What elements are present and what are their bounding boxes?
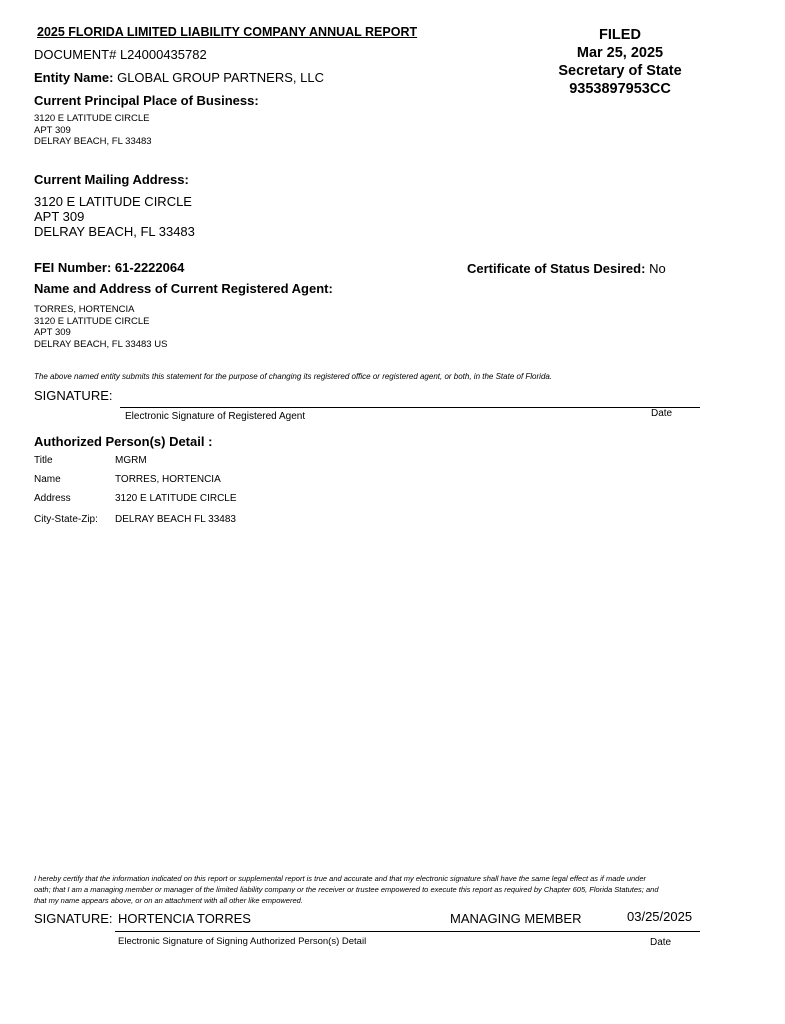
agent-line: DELRAY BEACH, FL 33483 US — [34, 338, 168, 350]
mailing-address-line: 3120 E LATITUDE CIRCLE — [34, 194, 192, 209]
report-title: 2025 FLORIDA LIMITED LIABILITY COMPANY ANNUAL REPORT — [37, 25, 418, 39]
agent-line: APT 309 — [34, 327, 71, 338]
signer-role: MANAGING MEMBER — [450, 911, 582, 926]
agent-signature-caption: Electronic Signature of Registered Agent — [125, 411, 306, 422]
registered-agent-heading: Name and Address of Current Registered Agent: — [34, 281, 333, 296]
agent-line: TORRES, HORTENCIA — [34, 304, 135, 315]
filed-office: Secretary of State — [558, 63, 682, 79]
certification-line: I hereby certify that the information indicated on this report or supplemental report is true and accurate and that my electronic signature shall have the same legal effect as if made under — [34, 874, 647, 883]
entity-name-value: GLOBAL GROUP PARTNERS, LLC — [117, 70, 324, 85]
filed-number: 9353897953CC — [569, 81, 671, 97]
final-signature-caption: Electronic Signature of Signing Authorized Person(s) Detail — [118, 936, 367, 947]
certificate-of-status — [467, 261, 666, 276]
principal-address-heading: Current Principal Place of Business: — [34, 93, 259, 108]
detail-value: MGRM — [115, 455, 147, 466]
agent-signature-label: SIGNATURE: — [34, 388, 113, 403]
detail-label: Name — [34, 474, 61, 485]
registered-agent-address — [34, 304, 167, 350]
mailing-address-heading: Current Mailing Address: — [34, 172, 189, 187]
entity-name-label: Entity Name: — [34, 70, 114, 85]
principal-address-line: APT 309 — [34, 124, 71, 136]
document-number: DOCUMENT# L24000435782 — [34, 47, 207, 62]
final-signature-line — [115, 931, 700, 932]
entity-name — [34, 70, 324, 85]
fei-number — [34, 260, 184, 275]
fei-label: FEI Number: — [34, 260, 112, 275]
certificate-label: Certificate of Status Desired: — [467, 261, 646, 276]
principal-address — [34, 113, 152, 148]
detail-label: City-State-Zip: — [34, 514, 98, 525]
detail-label: Title — [34, 455, 53, 466]
detail-label: Address — [34, 493, 71, 504]
certificate-value: No — [649, 261, 666, 276]
detail-value: TORRES, HORTENCIA — [115, 474, 221, 485]
final-signature-label: SIGNATURE: — [34, 911, 113, 926]
filed-status: FILED — [599, 27, 641, 43]
signer-name: HORTENCIA TORRES — [118, 911, 251, 926]
agent-signature-date-label: Date — [651, 408, 673, 419]
principal-address-line: 3120 E LATITUDE CIRCLE — [34, 113, 150, 124]
agent-signature-line — [120, 407, 700, 408]
principal-address-line: DELRAY BEACH, FL 33483 — [34, 136, 152, 147]
agent-line: 3120 E LATITUDE CIRCLE — [34, 315, 150, 327]
detail-value: DELRAY BEACH FL 33483 — [115, 514, 236, 525]
certification-line: oath; that I am a managing member or manager of the limited liability company or the receiver or trustee empowered to execute this report as required by Chapter 605, Florida Statutes; and — [34, 885, 659, 894]
certification-line: that my name appears above, or on an attachment with all other like empowered. — [34, 896, 303, 905]
fei-value: 61-2222064 — [114, 260, 185, 275]
agent-statement: The above named entity submits this statement for the purpose of changing its registered office or registered agent, or both, in the State of Florida. — [34, 372, 553, 381]
signature-date: 03/25/2025 — [627, 909, 693, 924]
detail-value: 3120 E LATITUDE CIRCLE — [115, 493, 237, 504]
mailing-address — [34, 194, 195, 239]
filed-date: Mar 25, 2025 — [576, 45, 664, 61]
mailing-address-line: APT 309 — [34, 209, 85, 224]
certification-statement — [34, 873, 704, 906]
mailing-address-line: DELRAY BEACH, FL 33483 — [34, 224, 195, 239]
authorized-persons-heading: Authorized Person(s) Detail : — [34, 434, 213, 449]
final-signature-date-label: Date — [650, 937, 672, 948]
